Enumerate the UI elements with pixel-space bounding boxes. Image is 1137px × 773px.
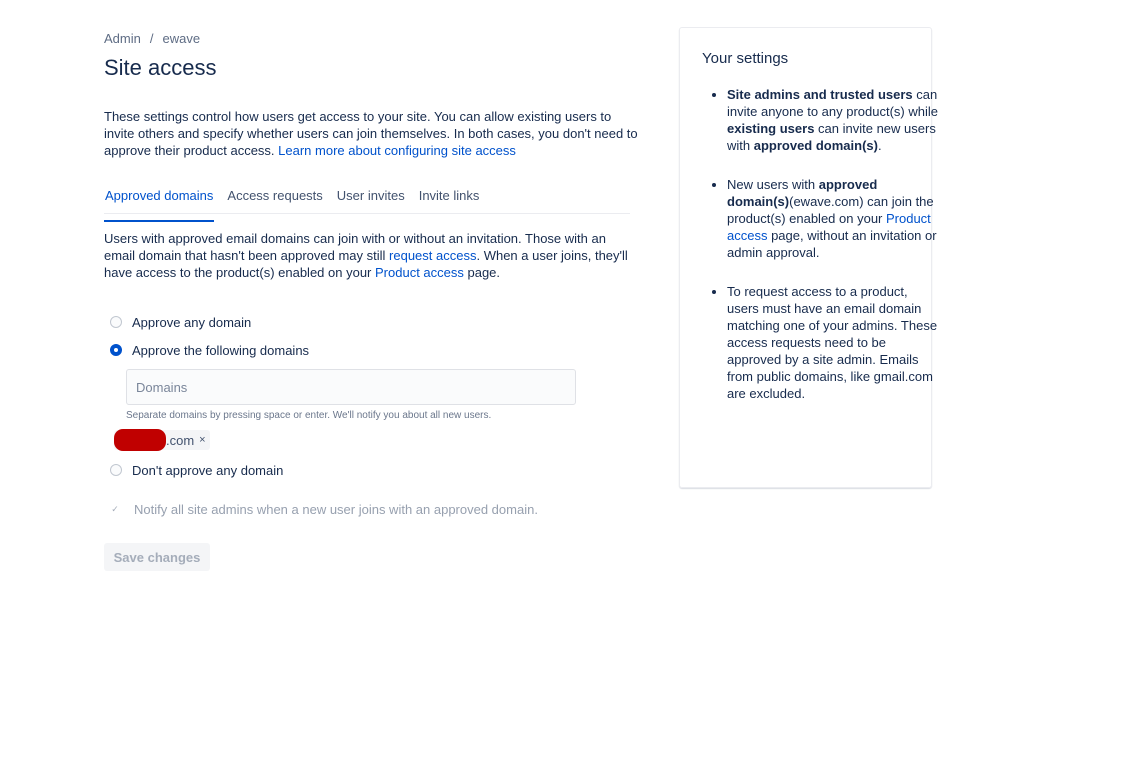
- item1-text-1: can invite anyone to any product(s) while: [727, 87, 939, 119]
- item1-bold-2: existing users: [727, 121, 815, 136]
- settings-item-request-access: [727, 283, 953, 402]
- item3-text: To request access to a product, users must have an email domain matching one of your admins. These access requests need to be approved by a site admin. Emails from public domains, like gmail.com are excluded.: [727, 284, 938, 401]
- domain-chip-suffix: .com: [166, 432, 195, 448]
- item2-text-2: (ewave.com) can join the product(s) enabled on your: [727, 194, 934, 226]
- approved-domains-description: [104, 230, 634, 281]
- radio-dont-approve[interactable]: [110, 464, 122, 476]
- page-title: Site access: [104, 55, 217, 80]
- desc-part-1: Users with approved email domains can join with or without an invitation. Those with an email domain that hasn't been approved may still: [104, 231, 606, 263]
- main-content: [104, 30, 640, 571]
- product-access-link[interactable]: Product access: [375, 265, 464, 280]
- radio-approve-following[interactable]: [110, 344, 122, 356]
- desc-part-3: page.: [463, 265, 501, 280]
- option-approve-any-domain[interactable]: [104, 313, 640, 331]
- breadcrumb: [104, 30, 640, 48]
- your-settings-panel: [679, 27, 939, 488]
- option-approve-following-domains[interactable]: [104, 341, 640, 359]
- breadcrumb-separator: /: [149, 31, 154, 46]
- tab-approved-domains[interactable]: Approved domains: [104, 187, 214, 213]
- domain-chip: [114, 430, 210, 450]
- redacted-domain: [114, 429, 166, 451]
- breadcrumb-admin-link[interactable]: Admin: [104, 31, 141, 46]
- option-dont-approve-any-domain[interactable]: [104, 461, 640, 479]
- option-label-approve-any: Approve any domain: [132, 314, 252, 330]
- tab-invite-links[interactable]: Invite links: [418, 188, 480, 203]
- item2-text-3: page, without an invitation or admin approval.: [727, 228, 937, 260]
- tab-user-invites[interactable]: User invites: [336, 188, 405, 203]
- domain-chip-remove-icon[interactable]: ×: [199, 434, 206, 446]
- radio-approve-any[interactable]: [110, 316, 122, 328]
- option-label-dont-approve: Don't approve any domain: [132, 462, 284, 478]
- breadcrumb-site-link[interactable]: ewave: [162, 31, 201, 46]
- settings-item-approved-domains: [727, 176, 953, 261]
- item2-text-1: New users with: [727, 177, 819, 192]
- settings-list: [680, 86, 953, 424]
- item2-bold-1: approved domain(s): [727, 177, 878, 209]
- notify-label: Notify all site admins when a new user joins with an approved domain.: [134, 501, 538, 517]
- option-label-approve-following: Approve the following domains: [132, 342, 310, 358]
- tab-access-requests[interactable]: Access requests: [227, 188, 323, 203]
- domains-input[interactable]: [126, 369, 576, 405]
- domains-hint: Separate domains by pressing space or enter. We'll notify you about all new users.: [126, 410, 492, 421]
- save-changes-button[interactable]: Save changes: [104, 543, 210, 571]
- intro-text: [104, 108, 640, 159]
- intro-body: These settings control how users get access to your site. You can allow existing users to invite others and specify whether users can join themselves. In both cases, you don't need to approve their product access.: [104, 109, 638, 158]
- panel-title: Your settings: [702, 50, 789, 67]
- notify-checkbox-check-icon[interactable]: ✓: [111, 504, 119, 514]
- item1-text-2: can invite new users with: [727, 121, 936, 153]
- notify-admins-option[interactable]: [104, 500, 640, 518]
- desc-part-2: . When a user joins, they'll have access to the product(s) enabled on your: [104, 248, 628, 280]
- tab-bar: [104, 187, 630, 214]
- settings-item-invite-rules: [727, 86, 953, 154]
- request-access-link[interactable]: request access: [389, 248, 477, 263]
- learn-more-link[interactable]: Learn more about configuring site access: [278, 143, 516, 158]
- item1-bold-3: approved domain(s): [753, 138, 878, 153]
- item1-bold-1: Site admins and trusted users: [727, 87, 913, 102]
- panel-product-access-link[interactable]: Product access: [727, 211, 931, 243]
- domain-chip-row: [114, 429, 640, 451]
- item1-text-3: .: [877, 138, 882, 153]
